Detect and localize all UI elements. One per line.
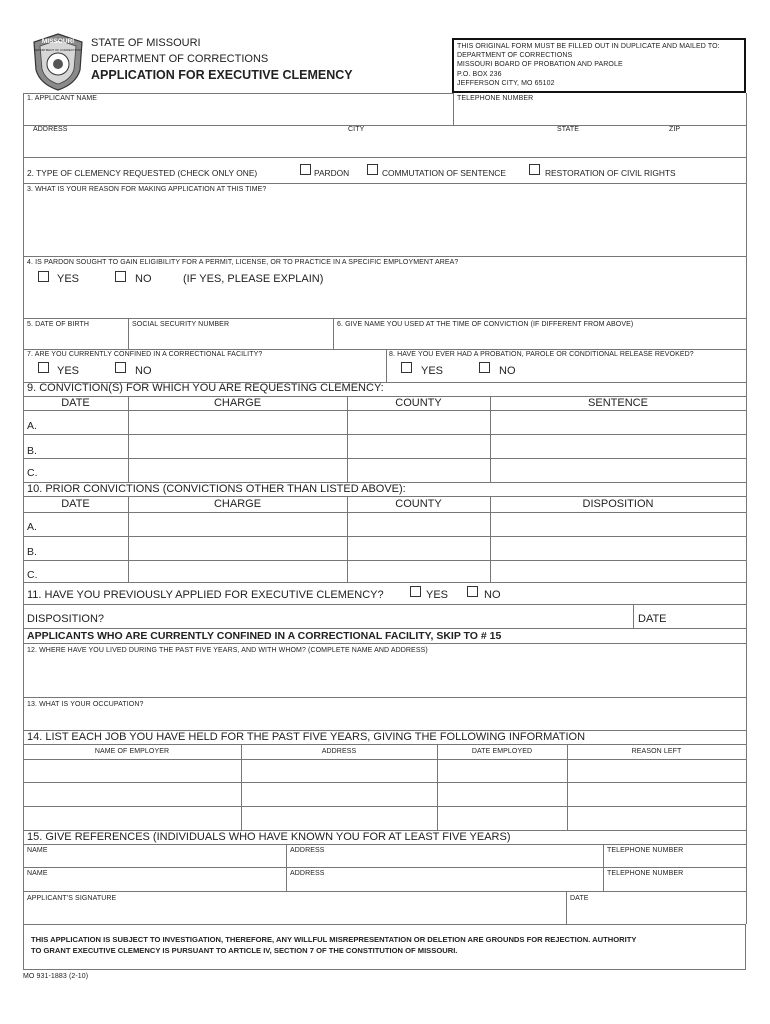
address-label: ADDRESS — [33, 126, 68, 133]
dob-field[interactable] — [27, 331, 125, 347]
prior-no-checkbox[interactable] — [467, 586, 478, 597]
section9-title: 9. CONVICTION(S) FOR WHICH YOU ARE REQUESTING CLEMENCY: — [27, 382, 384, 394]
ssn-label: SOCIAL SECURITY NUMBER — [132, 321, 230, 328]
legal-notice-box — [23, 924, 746, 970]
s9-row-c: C. — [27, 467, 38, 479]
skip-notice: APPLICANTS WHO ARE CURRENTLY CONFINED IN A CORRECTIONAL FACILITY, SKIP TO # 15 — [27, 630, 502, 642]
prior-no-label: NO — [484, 589, 501, 601]
conviction-name-label: 6. GIVE NAME YOU USED AT THE TIME OF CONVICTION (IF DIFFERENT FROM ABOVE) — [337, 321, 634, 328]
ref1-address-label: ADDRESS — [290, 847, 325, 854]
eligibility-yes-label: YES — [57, 273, 80, 285]
residence-field[interactable] — [27, 657, 743, 695]
eligibility-no-checkbox[interactable] — [115, 271, 126, 282]
section10-title: 10. PRIOR CONVICTIONS (CONVICTIONS OTHER THAN LISTED ABOVE): — [27, 483, 406, 495]
prior-application-label: 11. HAVE YOU PREVIOUSLY APPLIED FOR EXECUTIVE CLEMENCY? — [27, 589, 384, 601]
mailing-instructions: THIS ORIGINAL FORM MUST BE FILLED OUT IN DUPLICATE AND MAILED TO: DEPARTMENT OF CORRECTIONS MISSOURI BOARD OF PROBATION AND PAROLE P.O. BOX 236 JEFFERSON CITY, MO 65102 — [457, 43, 720, 87]
reason-label: 3. WHAT IS YOUR REASON FOR MAKING APPLICATION AT THIS TIME? — [27, 186, 267, 193]
pardon-checkbox[interactable] — [300, 164, 311, 175]
ssn-field[interactable] — [132, 331, 330, 347]
s9-row-b: B. — [27, 445, 37, 457]
confined-no-checkbox[interactable] — [115, 362, 126, 373]
address-field[interactable] — [27, 135, 743, 155]
occupation-field[interactable] — [27, 710, 743, 728]
legal-notice-line2: TO GRANT EXECUTIVE CLEMENCY IS PURSUANT TO ARTICLE IV, SECTION 7 OF THE CONSTITUTION OF MISSOURI. — [31, 946, 458, 955]
state-name: STATE OF MISSOURI — [91, 37, 201, 49]
restoration-checkbox[interactable] — [529, 164, 540, 175]
seal-text: MISSOURI — [41, 38, 75, 45]
occupation-label: 13. WHAT IS YOUR OCCUPATION? — [27, 701, 144, 708]
s10-col-county: COUNTY — [395, 498, 442, 510]
s10-col-date: DATE — [61, 498, 90, 510]
city-label: CITY — [348, 126, 365, 133]
s10-col-charge: CHARGE — [213, 498, 262, 510]
s9-col-charge: CHARGE — [213, 397, 262, 409]
signature-date-label: DATE — [570, 895, 589, 902]
legal-notice-line1: THIS APPLICATION IS SUBJECT TO INVESTIGATION, THEREFORE, ANY WILLFUL MISREPRESENTATION OR DELETION ARE GROUNDS FOR REJECTION. AUTHORITY — [31, 935, 637, 944]
prior-yes-checkbox[interactable] — [410, 586, 421, 597]
revoked-yes-checkbox[interactable] — [401, 362, 412, 373]
ref1-name-label: NAME — [27, 847, 48, 854]
commutation-checkbox[interactable] — [367, 164, 378, 175]
eligibility-no-label: NO — [135, 273, 152, 285]
confined-label: 7. ARE YOU CURRENTLY CONFINED IN A CORRECTIONAL FACILITY? — [27, 351, 263, 358]
ref2-name-label: NAME — [27, 870, 48, 877]
eligibility-yes-checkbox[interactable] — [38, 271, 49, 282]
ref1-telephone-label: TELEPHONE NUMBER — [607, 847, 684, 854]
state-label: STATE — [557, 126, 580, 133]
signature-date-field[interactable] — [570, 904, 743, 922]
ref2-address-label: ADDRESS — [290, 870, 325, 877]
applicant-name-field[interactable] — [27, 104, 449, 124]
confined-yes-label: YES — [57, 365, 80, 377]
missouri-doc-seal — [30, 32, 86, 92]
s14-col-employer: NAME OF EMPLOYER — [94, 748, 170, 755]
section14-title: 14. LIST EACH JOB YOU HAVE HELD FOR THE PAST FIVE YEARS, GIVING THE FOLLOWING INFORMATION — [27, 731, 586, 743]
s14-col-address: ADDRESS — [321, 748, 357, 755]
commutation-label: COMMUTATION OF SENTENCE — [382, 168, 506, 178]
revoked-yes-label: YES — [421, 365, 444, 377]
reason-field[interactable] — [27, 196, 743, 254]
pardon-label: PARDON — [314, 168, 350, 178]
mailing-instructions-box — [452, 38, 746, 93]
conviction-name-field[interactable] — [337, 331, 743, 347]
residence-label: 12. WHERE HAVE YOU LIVED DURING THE PAST FIVE YEARS, AND WITH WHOM? (COMPLETE NAME AND ADDRESS) — [27, 647, 428, 654]
confined-yes-checkbox[interactable] — [38, 362, 49, 373]
pardon-eligibility-label: 4. IS PARDON SOUGHT TO GAIN ELIGIBILITY FOR A PERMIT, LICENSE, OR TO PRACTICE IN A SPECIFIC EMPLOYMENT AREA? — [27, 259, 459, 266]
clemency-type-label: 2. TYPE OF CLEMENCY REQUESTED (CHECK ONLY ONE) — [27, 168, 258, 178]
s14-col-date-employed: DATE EMPLOYED — [471, 748, 533, 755]
s10-col-disposition: DISPOSITION — [582, 498, 654, 510]
s14-col-reason-left: REASON LEFT — [631, 748, 682, 755]
s9-col-sentence: SENTENCE — [588, 397, 648, 409]
signature-field[interactable] — [27, 904, 563, 922]
s9-row-a: A. — [27, 420, 37, 432]
telephone-label: TELEPHONE NUMBER — [457, 95, 534, 102]
confined-no-label: NO — [135, 365, 152, 377]
eligibility-explain: (IF YES, PLEASE EXPLAIN) — [183, 273, 324, 285]
s9-col-date: DATE — [61, 397, 90, 409]
restoration-label: RESTORATION OF CIVIL RIGHTS — [545, 168, 676, 178]
revoked-no-label: NO — [499, 365, 516, 377]
s9-col-county: COUNTY — [395, 397, 442, 409]
s10-row-a: A. — [27, 521, 37, 533]
form-id: MO 931-1883 (2-10) — [23, 973, 89, 980]
telephone-field[interactable] — [457, 104, 743, 124]
revoked-label: 8. HAVE YOU EVER HAD A PROBATION, PAROLE OR CONDITIONAL RELEASE REVOKED? — [389, 351, 694, 358]
page-title: APPLICATION FOR EXECUTIVE CLEMENCY — [91, 68, 353, 82]
applicant-name-label: 1. APPLICANT NAME — [27, 95, 98, 102]
signature-label: APPLICANT'S SIGNATURE — [27, 895, 117, 902]
dob-label: 5. DATE OF BIRTH — [27, 321, 90, 328]
revoked-no-checkbox[interactable] — [479, 362, 490, 373]
disposition-date-label: DATE — [638, 613, 667, 625]
zip-label: ZIP — [669, 126, 681, 133]
eligibility-explain-field[interactable] — [27, 290, 743, 316]
prior-yes-label: YES — [426, 589, 449, 601]
disposition-label: DISPOSITION? — [27, 613, 105, 625]
s10-row-b: B. — [27, 546, 37, 558]
ref2-telephone-label: TELEPHONE NUMBER — [607, 870, 684, 877]
section15-title: 15. GIVE REFERENCES (INDIVIDUALS WHO HAVE KNOWN YOU FOR AT LEAST FIVE YEARS) — [27, 831, 511, 843]
seal-subtext: DEPARTMENT OF CORRECTIONS — [33, 48, 83, 52]
s10-row-c: C. — [27, 569, 38, 581]
department-name: DEPARTMENT OF CORRECTIONS — [91, 53, 269, 65]
